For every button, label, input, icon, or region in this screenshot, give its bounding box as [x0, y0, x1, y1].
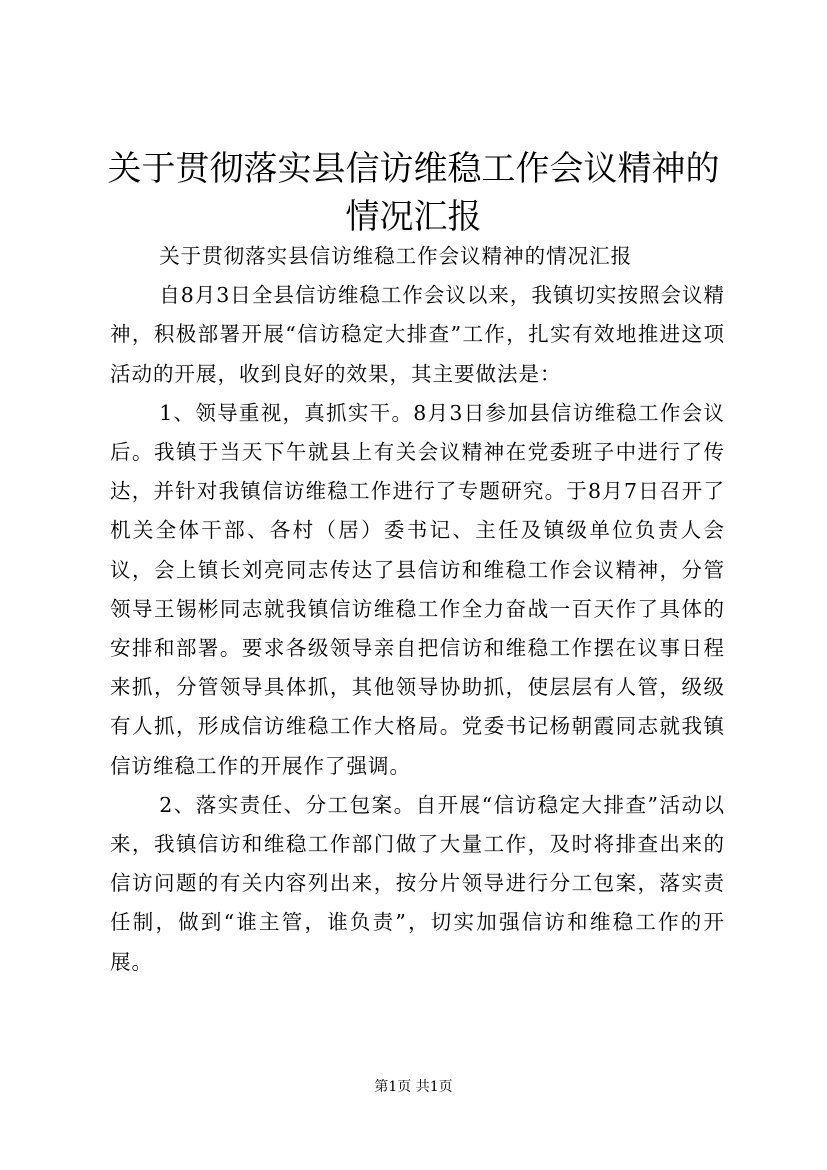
paragraph-intro: 自8月3日全县信访维稳工作会议以来，我镇切实按照会议精神，积极部署开展“信访稳定大排查”工作，扎实有效地推进这项活动的开展，收到良好的效果，其主要做法是： [110, 283, 725, 386]
document-title: 关于贯彻落实县信访维稳工作会议精神的情况汇报 [107, 149, 720, 237]
document-body [110, 237, 725, 982]
paragraph-subtitle: 关于贯彻落实县信访维稳工作会议精神的情况汇报 [159, 244, 633, 268]
page-number-footer: 第1页 共1页 [374, 1079, 453, 1095]
paragraph-point-1: 1、领导重视，真抓实干。8月3日参加县信访维稳工作会议后。我镇于当天下午就县上有关会议精神在党委班子中进行了传达，并针对我镇信访维稳工作进行了专题研究。于8月7日召开了机关全体干部、各村（居）委书记、主任及镇级单位负责人会议，会上镇长刘亮同志传达了县信访和维稳工作会议精神，分管领导王锡彬同志就我镇信访维稳工作全力奋战一百天作了具体的安排和部署。要求各级领导亲自把信访和维稳工作摆在议事日程来抓，分管领导具体抓，其他领导协助抓，使层层有人管，级级有人抓，形成信访维稳工作大格局。党委书记杨朝霞同志就我镇信访维稳工作的开展作了强调。 [110, 400, 725, 778]
paragraph-point-2: 2、落实责任、分工包案。自开展“信访稳定大排查”活动以来，我镇信访和维稳工作部门做了大量工作，及时将排查出来的信访问题的有关内容列出来，按分片领导进行分工包案，落实责任制，做到“谁主管，谁负责”，切实加强信访和维稳工作的开展。 [110, 792, 725, 974]
